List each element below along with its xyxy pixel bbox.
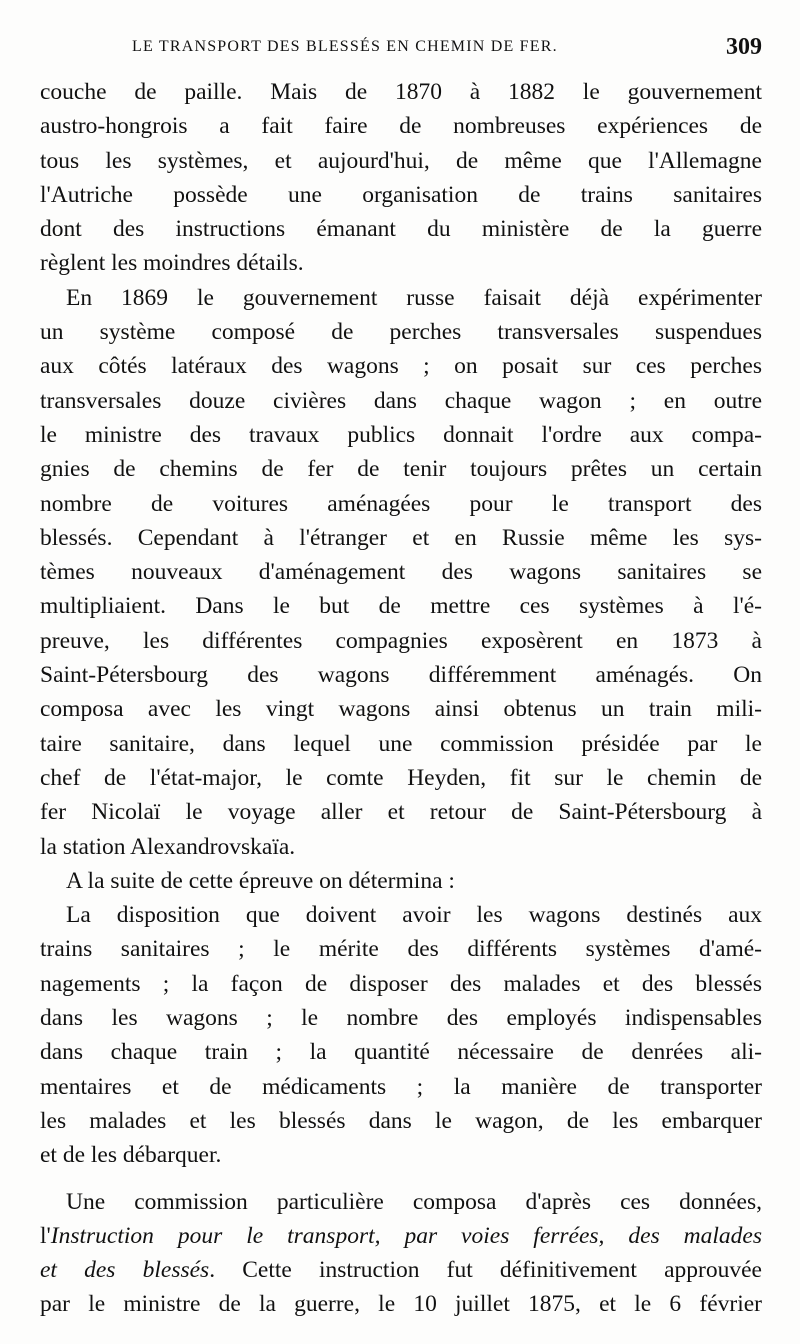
text-line: trains sanitaires ; le mérite des différents systèmes d'amé- <box>40 936 762 963</box>
text-line: blessés. Cependant à l'étranger et en Russie même les sys- <box>40 524 762 551</box>
text-line: règlent les moindres détails. <box>40 250 304 277</box>
text-line-with-italic <box>40 1219 762 1253</box>
text-line: les malades et les blessés dans le wagon, de les embarquer <box>40 1107 762 1134</box>
text-line: chef de l'état-major, le comte Heyden, fit sur le chemin de <box>40 764 762 791</box>
text-line: composa avec les vingt wagons ainsi obtenus un train mili- <box>40 696 762 723</box>
italic-title: et des blessés <box>40 1257 210 1284</box>
text-line: transversales douze civières dans chaque wagon ; en outre <box>40 387 762 414</box>
text-line: multipliaient. Dans le but de mettre ces systèmes à l'é- <box>40 593 762 620</box>
text-line: tèmes nouveaux d'aménagement des wagons sanitaires se <box>40 559 762 586</box>
text-line: mentaires et de médicaments ; la manière de transporter <box>40 1073 762 1100</box>
text-line: par le ministre de la guerre, le 10 juillet 1875, et le 6 février <box>40 1291 762 1318</box>
text-line: dans chaque train ; la quantité nécessaire de denrées ali- <box>40 1039 762 1066</box>
page-number: 309 <box>726 34 762 60</box>
text-run: . Cette instruction fut définitivement approuvée <box>209 1257 762 1284</box>
text-line: dans les wagons ; le nombre des employés indispensables <box>40 1005 762 1032</box>
text-line: taire sanitaire, dans lequel une commission présidée par le <box>40 730 762 757</box>
text-line: le ministre des travaux publics donnait l'ordre aux compa- <box>40 421 762 448</box>
text-line: aux côtés latéraux des wagons ; on posait sur ces perches <box>40 353 762 380</box>
text-run: l' <box>40 1222 51 1249</box>
text-line: En 1869 le gouvernement russe faisait déjà expérimenter <box>66 284 762 311</box>
running-header <box>40 34 762 70</box>
body-text <box>40 75 762 1322</box>
text-line: Une commission particulière composa d'après ces données, <box>66 1188 762 1215</box>
running-title: LE TRANSPORT DES BLESSÉS EN CHEMIN DE FER. <box>132 38 558 55</box>
text-line-with-italic <box>40 1253 762 1287</box>
text-line: gnies de chemins de fer de tenir toujours prêtes un certain <box>40 456 762 483</box>
text-line: preuve, les différentes compagnies exposèrent en 1873 à <box>40 627 762 654</box>
text-line: austro-hongrois a fait faire de nombreuses expériences de <box>40 113 762 140</box>
text-line: un système composé de perches transversales suspendues <box>40 319 762 346</box>
italic-title: Instruction pour le transport, par voies ferrées, des malades <box>50 1222 762 1249</box>
text-line: et de les débarquer. <box>40 1142 222 1169</box>
text-line: la station Alexandrovskaïa. <box>40 833 296 860</box>
text-line: tous les systèmes, et aujourd'hui, de même que l'Allemagne <box>40 147 762 174</box>
text-line: La disposition que doivent avoir les wagons destinés aux <box>66 902 762 929</box>
text-line: nagements ; la façon de disposer des malades et des blessés <box>40 970 762 997</box>
text-line: fer Nicolaï le voyage aller et retour de Saint-Pétersbourg à <box>40 799 762 826</box>
text-line: couche de paille. Mais de 1870 à 1882 le gouvernement <box>40 79 762 105</box>
text-line: nombre de voitures aménagées pour le transport des <box>40 490 762 517</box>
text-line: A la suite de cette épreuve on détermina : <box>66 867 455 894</box>
text-line: l'Autriche possède une organisation de trains sanitaires <box>40 181 762 208</box>
text-line: Saint-Pétersbourg des wagons différemment aménagés. On <box>40 662 762 689</box>
text-line: dont des instructions émanant du ministère de la guerre <box>40 216 762 243</box>
